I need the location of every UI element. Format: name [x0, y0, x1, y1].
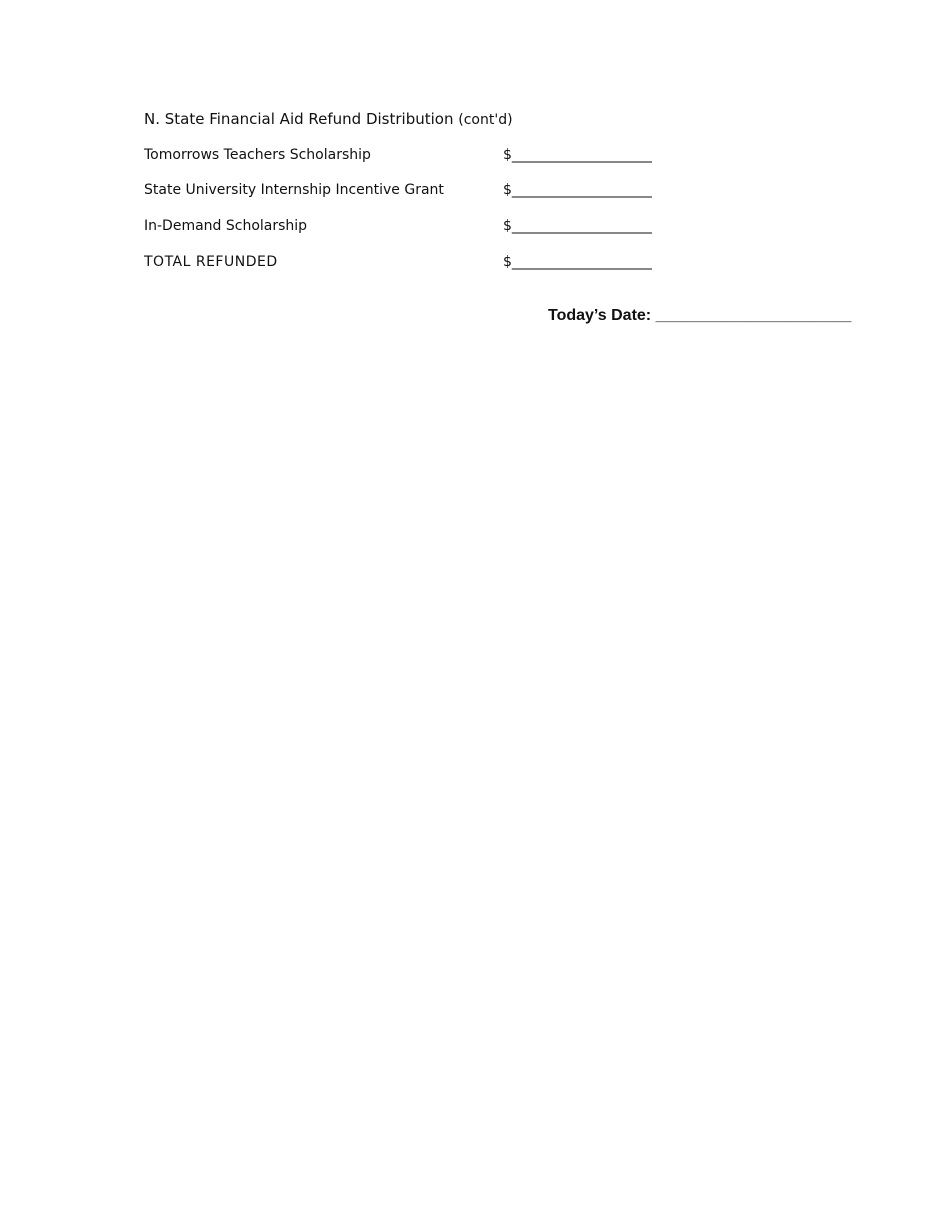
todays-date-field[interactable]: ______________________: [655, 307, 852, 324]
todays-date-label: Today’s Date:: [548, 307, 652, 324]
refund-row-tomorrows-teachers: [144, 147, 704, 167]
refund-total-field[interactable]: $____________________: [503, 254, 652, 270]
todays-date-line: [548, 307, 851, 325]
refund-row-in-demand: [144, 218, 704, 238]
refund-amount-field[interactable]: $____________________: [503, 147, 652, 163]
refund-amount-field[interactable]: $____________________: [503, 218, 652, 234]
refund-label: State University Internship Incentive Grant: [144, 182, 444, 198]
section-continued-note: (cont'd): [458, 112, 513, 128]
section-title: N. State Financial Aid Refund Distribution: [144, 110, 454, 128]
refund-label: Tomorrows Teachers Scholarship: [144, 147, 371, 163]
refund-amount-field[interactable]: $____________________: [503, 182, 652, 198]
refund-label: In-Demand Scholarship: [144, 218, 308, 234]
refund-row-internship-grant: [144, 182, 704, 202]
refund-row-total: [144, 254, 704, 274]
refund-total-label: TOTAL REFUNDED: [144, 254, 278, 270]
section-heading: [144, 110, 513, 128]
